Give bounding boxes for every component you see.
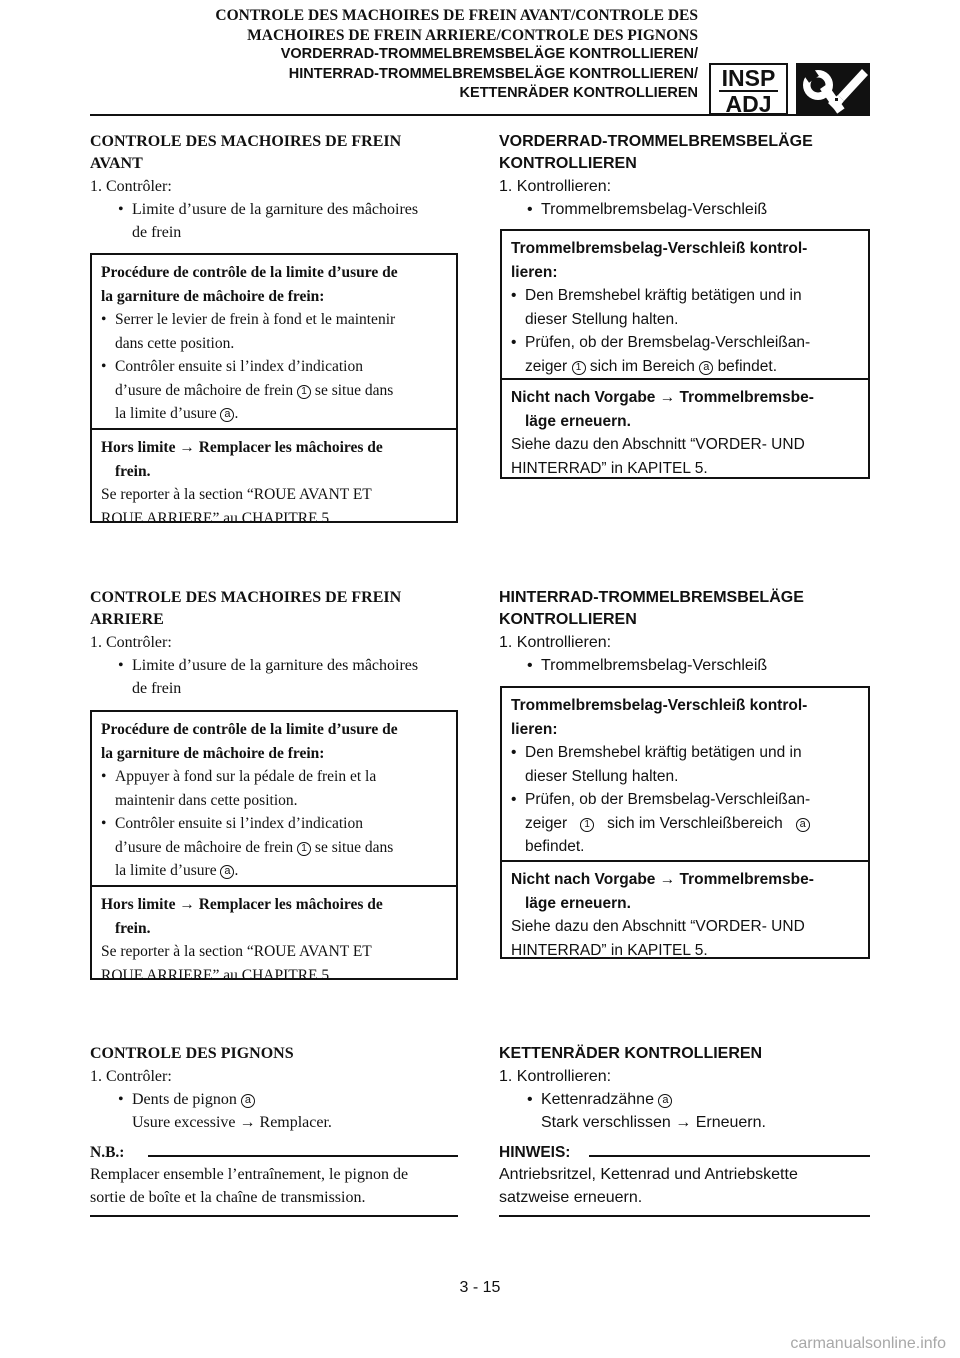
de-rear-box-title-1: Trommelbremsbelag-Verschleiß kontrol-	[511, 697, 808, 714]
fr-note-l2: sortie de boîte et la chaîne de transmission.	[90, 1189, 366, 1206]
fr-rear-procedure-box	[90, 710, 458, 984]
fr-rear-step: 1. Contrôler:	[90, 634, 172, 651]
de-rear-box-b2-l3: befindet.	[525, 838, 585, 855]
de-front-bullet	[499, 198, 869, 221]
fr-front-limit	[92, 428, 456, 536]
fr-front-box-title-2: la garniture de mâchoire de frein:	[101, 287, 325, 305]
de-sprocket-heading: KETTENRÄDER KONTROLLIEREN	[499, 1045, 763, 1062]
fr-front-box-b1-l1: Serrer le levier de frein à fond et le maintenir	[115, 311, 396, 328]
de-rear-limit-l2: läge erneuern.	[525, 894, 631, 912]
de-front-box-bullet-1	[511, 284, 860, 331]
bullet-dot: •	[101, 768, 107, 785]
marker-a-icon: a	[699, 361, 713, 375]
de-front-heading-1: VORDERRAD-TROMMELBREMSBELÄGE	[499, 133, 813, 150]
de-sprocket-result: Stark verschlissen → Erneuern.	[541, 1114, 766, 1131]
fr-rear-box-bullet-1	[101, 765, 448, 812]
bullet-dot: •	[527, 657, 533, 674]
fr-front-bullet	[90, 198, 460, 244]
de-front-box-bullet-2	[511, 331, 860, 378]
bullet-dot: •	[118, 201, 124, 218]
fr-note-l1: Remplacer ensemble l’entraînement, le pignon de	[90, 1166, 409, 1183]
fr-front-box-b2-l1: Contrôler ensuite si l’index d’indication	[115, 358, 363, 375]
fr-rear-box-title-2: la garniture de mâchoire de frein:	[101, 744, 325, 762]
de-rear-box-b2-l2: zeiger 1 sich im Verschleißbereich a	[525, 812, 860, 836]
fr-front-bullet-l2: de frein	[132, 224, 182, 241]
fr-rear-box-bullet-2	[101, 812, 448, 883]
header-line-5: KETTENRÄDER KONTROLLIEREN	[459, 85, 698, 101]
fr-front-section	[90, 131, 460, 244]
marker-a-icon: a	[241, 1094, 255, 1108]
de-rear-ref-l2: HINTERRAD” in KAPITEL 5.	[511, 941, 708, 959]
de-note-label: HINWEIS:	[499, 1144, 571, 1161]
de-front-limit-l1: Nicht nach Vorgabe → Trommelbremsbe-	[511, 389, 814, 406]
de-front-box-b1-l2: dieser Stellung halten.	[525, 310, 679, 328]
fr-front-ref-l2: ROUE ARRIERE” au CHAPITRE 5.	[101, 509, 334, 527]
fr-rear-box-b1-l1: Appuyer à fond sur la pédale de frein et la	[115, 768, 377, 785]
fr-rear-heading-1: CONTROLE DES MACHOIRES DE FREIN	[90, 589, 402, 606]
fr-front-limit-l1: Hors limite → Remplacer les mâchoires de	[101, 439, 383, 456]
de-front-ref-l1: Siehe dazu den Abschnitt “VORDER- UND	[511, 436, 805, 453]
badge-adj: ADJ	[725, 91, 772, 117]
fr-note-rule	[148, 1155, 458, 1157]
bullet-dot: •	[511, 287, 517, 304]
bullet-dot: •	[118, 1091, 124, 1108]
fr-note-bottom-rule	[90, 1215, 458, 1217]
fr-front-box-bullet-1	[101, 308, 448, 355]
fr-sprocket-heading: CONTROLE DES PIGNONS	[90, 1045, 294, 1062]
fr-rear-limit-l1: Hors limite → Remplacer les mâchoires de	[101, 896, 383, 913]
marker-1-icon: 1	[572, 361, 586, 375]
de-note-l1: Antriebsritzel, Kettenrad und Antriebskette	[499, 1166, 798, 1183]
de-rear-procedure	[502, 688, 868, 860]
de-rear-section	[499, 587, 869, 677]
fr-front-step: 1. Contrôler:	[90, 178, 172, 195]
fr-front-limit-l2: frein.	[115, 462, 151, 480]
de-rear-box-title-2: lieren:	[511, 720, 558, 738]
de-note-header	[499, 1143, 870, 1163]
fr-sprocket-result: Usure excessive → Remplacer.	[132, 1114, 332, 1131]
de-sprocket-bullet	[499, 1088, 870, 1134]
de-front-limit-l2: läge erneuern.	[525, 412, 631, 430]
de-rear-ref-l1: Siehe dazu den Abschnitt “VORDER- UND	[511, 918, 805, 935]
header-rule	[90, 114, 870, 116]
de-front-section	[499, 131, 869, 221]
fr-note-label: N.B.:	[90, 1144, 125, 1161]
header-line-3: VORDERRAD-TROMMELBREMSBELÄGE KONTROLLIEREN/	[280, 46, 698, 62]
fr-rear-limit	[92, 885, 456, 993]
header-line-4: HINTERRAD-TROMMELBREMSBELÄGE KONTROLLIEREN/	[288, 65, 698, 82]
fr-rear-bullet-l2: de frein	[132, 680, 182, 697]
de-sprocket-section	[499, 1043, 870, 1217]
badge-insp: INSP	[721, 65, 776, 91]
fr-rear-procedure	[92, 712, 456, 885]
de-front-procedure	[502, 231, 868, 378]
fr-rear-box-title-1: Procédure de contrôle de la limite d’usure de	[101, 721, 398, 738]
de-front-limit	[502, 378, 868, 486]
de-rear-bullet-text: Trommelbremsbelag-Verschleiß	[541, 657, 768, 674]
page-number: 3 - 15	[459, 1279, 501, 1296]
fr-front-box-b2-l2	[115, 379, 448, 403]
de-front-ref-l2: HINTERRAD” in KAPITEL 5.	[511, 459, 708, 477]
header-line-2: MACHOIRES DE FREIN ARRIERE/CONTROLE DES PIGNONS	[247, 26, 698, 44]
fr-front-procedure	[92, 255, 456, 428]
fr-front-bullet-l1: Limite d’usure de la garniture des mâchoires	[132, 201, 419, 218]
marker-a-icon: a	[658, 1094, 672, 1108]
fr-front-heading-1: CONTROLE DES MACHOIRES DE FREIN	[90, 133, 402, 150]
fr-rear-section	[90, 587, 460, 700]
fr-rear-heading-2: ARRIERE	[90, 611, 164, 628]
fr-rear-bullet-l1: Limite d’usure de la garniture des mâchoires	[132, 657, 419, 674]
de-rear-heading-1: HINTERRAD-TROMMELBREMSBELÄGE	[499, 589, 804, 606]
de-sprocket-bullet-text: Kettenradzähne a	[527, 1088, 870, 1111]
de-rear-box-b1-l1: Den Bremshebel kräftig betätigen und in	[525, 744, 802, 761]
de-note-l2: satzweise erneuern.	[499, 1189, 643, 1206]
fr-front-procedure-box	[90, 253, 458, 527]
fr-front-box-b1-l2: dans cette position.	[115, 334, 235, 352]
de-front-box-b2-l2: zeiger 1 sich im Bereich a befindet.	[525, 357, 778, 375]
marker-a-icon: a	[796, 818, 810, 832]
fr-sprocket-bullet-text: Dents de pignon a	[118, 1088, 458, 1111]
fr-front-ref-l1: Se reporter à la section “ROUE AVANT ET	[101, 486, 372, 503]
fr-sprocket-bullet	[90, 1088, 458, 1134]
de-front-box-b2-l1: Prüfen, ob der Bremsbelag-Verschleißan-	[525, 334, 811, 351]
de-note-rule	[589, 1155, 870, 1157]
fr-rear-box-b1-l2: maintenir dans cette position.	[115, 791, 298, 809]
de-rear-bullet	[499, 654, 869, 677]
fr-front-heading-2: AVANT	[90, 155, 143, 172]
bullet-dot: •	[101, 815, 107, 832]
tools-badge	[796, 63, 870, 115]
fr-front-box-bullet-2	[101, 355, 448, 426]
bullet-dot: •	[527, 201, 533, 218]
header-line-1: CONTROLE DES MACHOIRES DE FREIN AVANT/CONTROLE DES	[215, 7, 698, 24]
de-front-box-b1-l1: Den Bremshebel kräftig betätigen und in	[525, 287, 802, 304]
de-front-box-title-1: Trommelbremsbelag-Verschleiß kontrol-	[511, 240, 808, 257]
de-rear-box-bullet-1	[511, 741, 860, 788]
bullet-dot: •	[101, 358, 107, 375]
fr-front-box-b2-l3: la limite d’usure a .	[115, 405, 239, 422]
fr-front-box-b2-l2a: d’usure de mâchoire de frein	[115, 381, 294, 399]
watermark: carmanualsonline.info	[790, 1335, 946, 1352]
de-rear-box-b2-l1: Prüfen, ob der Bremsbelag-Verschleißan-	[525, 791, 811, 808]
marker-1-icon: 1	[297, 842, 311, 856]
bullet-dot: •	[511, 744, 517, 761]
insp-adj-badge	[709, 63, 788, 115]
fr-rear-limit-l2: frein.	[115, 919, 151, 937]
bullet-dot: •	[527, 1091, 533, 1108]
page-header-title	[58, 6, 698, 104]
fr-rear-bullet	[90, 654, 460, 700]
de-front-box-title-2: lieren:	[511, 263, 558, 281]
fr-front-box-b2-l2b: se situe dans	[314, 381, 394, 399]
bullet-dot: •	[101, 311, 107, 328]
de-rear-procedure-box	[500, 686, 870, 959]
de-rear-box-bullet-2	[511, 788, 860, 859]
bullet-dot: •	[511, 334, 517, 351]
bullet-dot: •	[118, 657, 124, 674]
fr-note-header	[90, 1143, 458, 1163]
fr-rear-box-b2-l2: d’usure de mâchoire de frein 1 se situe dans	[115, 838, 394, 856]
fr-rear-ref-l2: ROUE ARRIERE” au CHAPITRE 5.	[101, 966, 334, 984]
de-sprocket-step: 1. Kontrollieren:	[499, 1068, 612, 1085]
marker-a-icon: a	[220, 865, 234, 879]
wrench-screwdriver-icon	[796, 63, 870, 115]
de-rear-heading-2: KONTROLLIEREN	[499, 611, 637, 628]
de-rear-step: 1. Kontrollieren:	[499, 634, 612, 651]
fr-rear-box-b2-l3: la limite d’usure a .	[115, 862, 239, 879]
fr-sprocket-section	[90, 1043, 458, 1217]
fr-rear-ref-l1: Se reporter à la section “ROUE AVANT ET	[101, 943, 372, 960]
de-front-heading-2: KONTROLLIEREN	[499, 155, 637, 172]
marker-1-icon: 1	[297, 385, 311, 399]
fr-front-box-title-1: Procédure de contrôle de la limite d’usure de	[101, 264, 398, 281]
marker-a-icon: a	[220, 408, 234, 422]
bullet-dot: •	[511, 791, 517, 808]
de-rear-box-b1-l2: dieser Stellung halten.	[525, 767, 679, 785]
de-rear-limit	[502, 860, 868, 968]
de-front-step: 1. Kontrollieren:	[499, 178, 612, 195]
fr-rear-box-b2-l1: Contrôler ensuite si l’index d’indication	[115, 815, 363, 832]
de-rear-limit-l1: Nicht nach Vorgabe → Trommelbremsbe-	[511, 871, 814, 888]
de-front-procedure-box	[500, 229, 870, 479]
fr-sprocket-step: 1. Contrôler:	[90, 1068, 172, 1085]
marker-1-icon: 1	[580, 818, 594, 832]
de-note-bottom-rule	[499, 1215, 870, 1217]
de-front-bullet-text: Trommelbremsbelag-Verschleiß	[541, 201, 768, 218]
